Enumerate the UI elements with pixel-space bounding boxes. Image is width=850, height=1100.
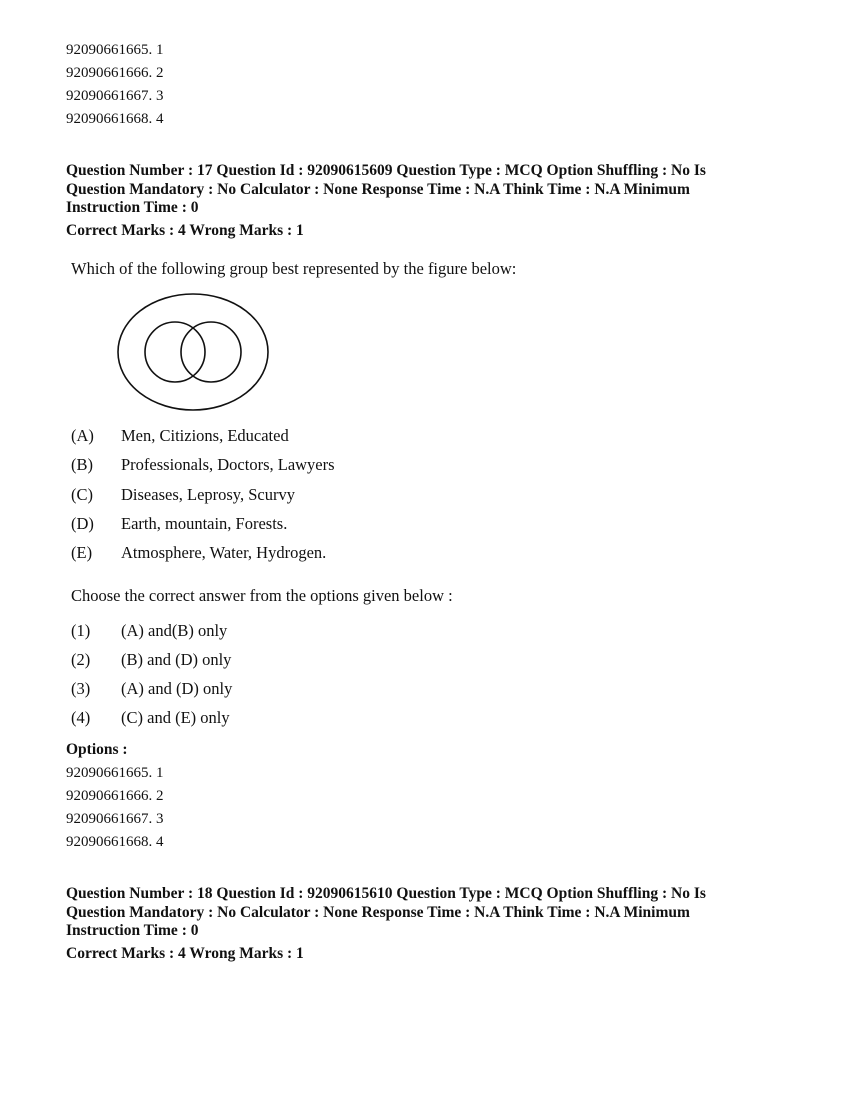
q17-options-heading: Options : [66,741,128,758]
inner-left-circle [145,322,205,382]
q17-choice-d [71,514,287,534]
q17-answer-1 [71,621,227,641]
top-option-2: 92090661666. 2 [66,65,164,81]
q17-meta-line1: Question Number : 17 Question Id : 92090615609 Question Type : MCQ Option Shuffling : No Is [66,162,706,179]
top-option-3: 92090661667. 3 [66,88,164,104]
answer-text: (B) and (D) only [121,650,232,669]
choice-label: (C) [71,485,93,504]
q17-choice-c [71,485,295,505]
answer-text: (C) and (E) only [121,708,230,727]
q17-option-1: 92090661665. 1 [66,765,164,781]
q18-meta-line3: Instruction Time : 0 [66,922,199,939]
q18-meta [66,885,786,941]
q17-option-4: 92090661668. 4 [66,834,164,850]
top-option-4: 92090661668. 4 [66,111,164,127]
q17-meta [66,162,786,218]
choice-label: (A) [71,426,94,445]
answer-label: (4) [71,708,91,727]
q17-answer-4 [71,708,230,728]
q18-meta-line1: Question Number : 18 Question Id : 92090615610 Question Type : MCQ Option Shuffling : No Is [66,885,706,902]
choice-text: Professionals, Doctors, Lawyers [121,455,335,474]
inner-right-circle [181,322,241,382]
q17-choice-e [71,543,326,563]
q18-meta-line2: Question Mandatory : No Calculator : None Response Time : N.A Think Time : N.A Minimum [66,903,690,921]
outer-circle [118,294,268,410]
choice-label: (E) [71,543,93,562]
answer-text: (A) and(B) only [121,621,228,640]
q17-option-2: 92090661666. 2 [66,788,164,804]
answer-text: (A) and (D) only [121,679,233,698]
q17-choice-b [71,455,335,475]
q17-option-3: 92090661667. 3 [66,811,164,827]
q17-marks: Correct Marks : 4 Wrong Marks : 1 [66,222,304,239]
choice-text: Diseases, Leprosy, Scurvy [121,485,295,504]
q17-meta-line3: Instruction Time : 0 [66,199,199,216]
q17-meta-line2: Question Mandatory : No Calculator : None Response Time : N.A Think Time : N.A Minimum [66,180,690,198]
q18-marks: Correct Marks : 4 Wrong Marks : 1 [66,945,304,962]
venn-diagram-figure [114,290,272,414]
q17-answer-2 [71,650,231,670]
answer-label: (1) [71,621,91,640]
q17-instruction: Choose the correct answer from the options given below : [71,586,453,605]
choice-label: (D) [71,514,94,533]
q17-choice-a [71,426,289,446]
choice-text: Men, Citizions, Educated [121,426,289,445]
choice-text: Atmosphere, Water, Hydrogen. [121,543,327,562]
answer-label: (2) [71,650,91,669]
choice-text: Earth, mountain, Forests. [121,514,288,533]
q17-answer-3 [71,679,232,699]
choice-label: (B) [71,455,93,474]
answer-label: (3) [71,679,91,698]
top-option-1: 92090661665. 1 [66,42,164,58]
q17-question-text: Which of the following group best represented by the figure below: [71,259,517,278]
